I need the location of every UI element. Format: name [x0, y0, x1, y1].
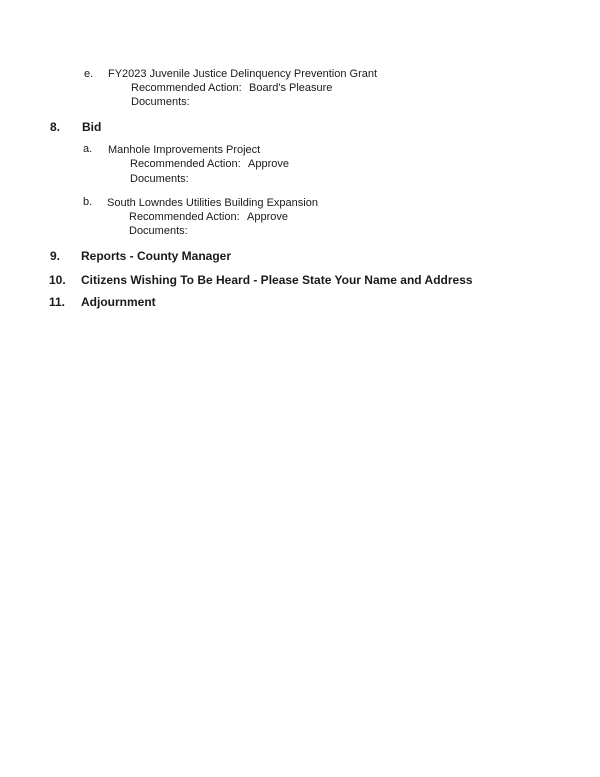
- section-number: 8.: [50, 120, 61, 134]
- recommended-action-label: Recommended Action:: [131, 82, 242, 94]
- documents-label: Documents:: [131, 96, 190, 108]
- documents-label: Documents:: [130, 173, 189, 185]
- item-title: FY2023 Juvenile Justice Delinquency Prevention Grant: [108, 68, 378, 80]
- item-letter: b.: [83, 196, 93, 208]
- section-number: 10.: [49, 273, 66, 287]
- documents-label: Documents:: [129, 225, 188, 237]
- section-title: Reports - County Manager: [81, 249, 232, 263]
- recommended-action-value: Approve: [247, 211, 288, 223]
- item-title: South Lowndes Utilities Building Expansion: [107, 197, 318, 209]
- section-title: Adjournment: [81, 295, 156, 309]
- section-title: Bid: [82, 120, 102, 134]
- recommended-action-value: Approve: [248, 158, 289, 170]
- recommended-action-label: Recommended Action:: [129, 211, 240, 223]
- recommended-action-value: Board's Pleasure: [249, 82, 333, 94]
- recommended-action-label: Recommended Action:: [130, 158, 241, 170]
- item-letter: a.: [83, 143, 93, 155]
- item-letter: e.: [84, 68, 94, 80]
- section-number: 11.: [49, 295, 66, 309]
- item-title: Manhole Improvements Project: [108, 144, 261, 156]
- section-number: 9.: [50, 249, 61, 263]
- section-title: Citizens Wishing To Be Heard - Please State Your Name and Address: [81, 273, 473, 287]
